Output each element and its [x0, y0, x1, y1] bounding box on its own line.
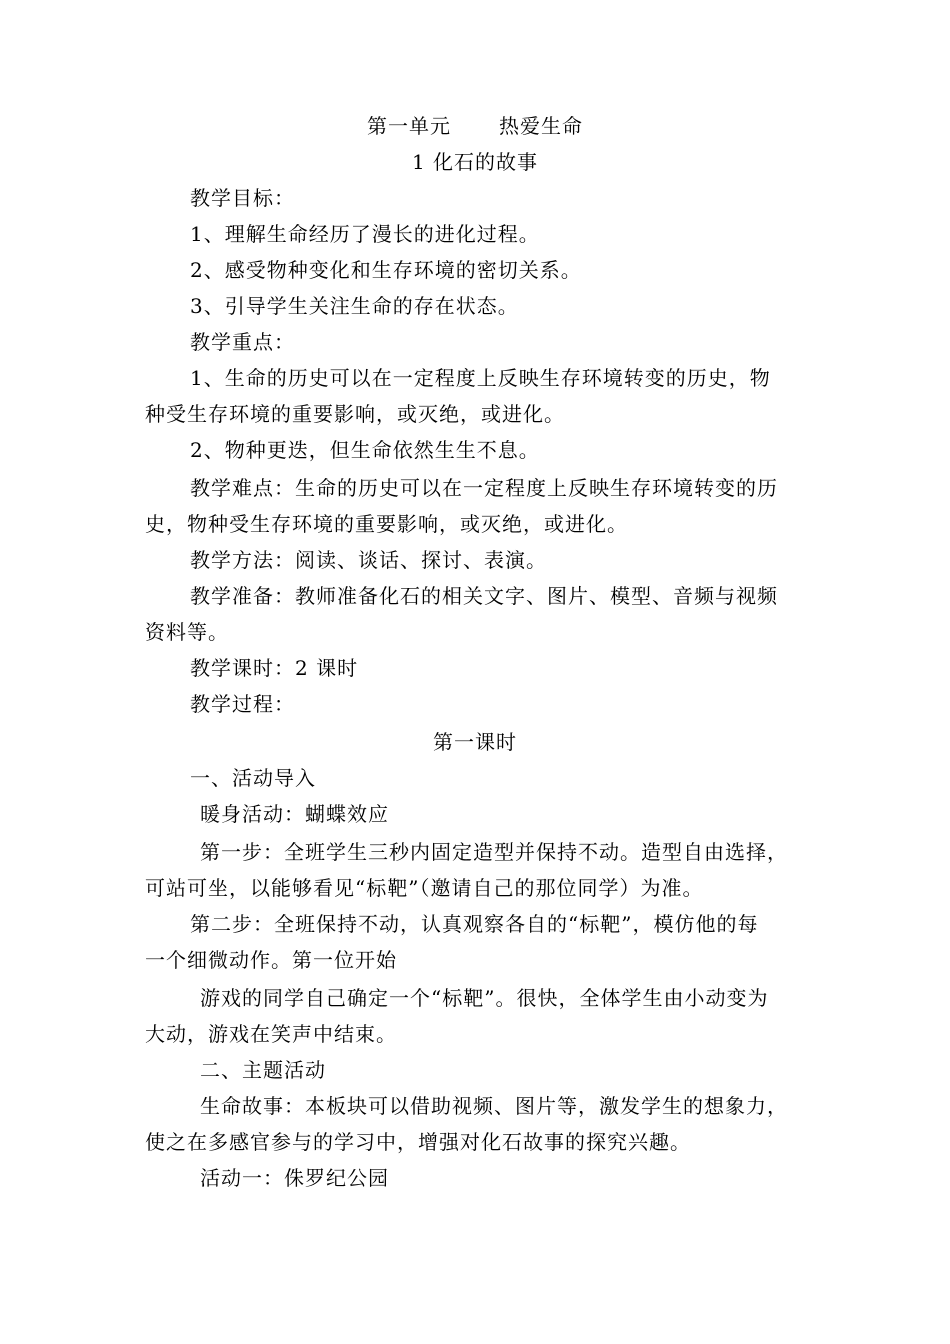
key-point-1-line-2: 种受生存环境的重要影响，或灭绝，或进化。	[145, 402, 565, 426]
step-2-line-2: 一个细微动作。第一位开始	[145, 948, 397, 972]
preparation-line-2: 资料等。	[145, 620, 229, 644]
key-point-1-line-1: 1、生命的历史可以在一定程度上反映生存环境转变的历史，物	[190, 366, 771, 390]
difficulty-line-2: 史，物种受生存环境的重要影响，或灭绝，或进化。	[145, 512, 628, 536]
activity-1-heading: 活动一：侏罗纪公园	[200, 1166, 389, 1190]
teaching-method: 教学方法：阅读、谈话、探讨、表演。	[190, 548, 547, 572]
game-line-2: 大动，游戏在笑声中结束。	[145, 1022, 397, 1046]
part-1-heading: 一、活动导入	[190, 766, 316, 790]
class-hours: 教学课时：2 课时	[190, 656, 359, 680]
lesson-title: 1 化石的故事	[411, 150, 539, 174]
difficulty-line-1: 教学难点：生命的历史可以在一定程度上反映生存环境转变的历	[190, 476, 778, 500]
part-2-heading: 二、主题活动	[200, 1058, 326, 1082]
warmup-activity: 暖身活动：蝴蝶效应	[200, 802, 389, 826]
goal-item-3: 3、引导学生关注生命的存在状态。	[190, 294, 519, 318]
unit-label: 第一单元	[367, 114, 451, 138]
goal-item-2: 2、感受物种变化和生存环境的密切关系。	[190, 258, 582, 282]
goal-item-1: 1、理解生命经历了漫长的进化过程。	[190, 222, 540, 246]
preparation-line-1: 教学准备：教师准备化石的相关文字、图片、模型、音频与视频	[190, 584, 778, 608]
unit-theme: 热爱生命	[499, 114, 583, 138]
game-line-1: 游戏的同学自己确定一个“标靶”。很快，全体学生由小动变为	[200, 986, 769, 1010]
story-line-2: 使之在多感官参与的学习中，增强对化石故事的探究兴趣。	[145, 1130, 691, 1154]
story-line-1: 生命故事：本板块可以借助视频、图片等，激发学生的想象力，	[200, 1094, 788, 1118]
period-1-heading: 第一课时	[433, 730, 517, 754]
key-point-2: 2、物种更迭，但生命依然生生不息。	[190, 438, 540, 462]
step-1-line-2: 可站可坐，以能够看见“标靶”（邀请自己的那位同学）为准。	[145, 876, 704, 900]
unit-title	[0, 112, 950, 140]
process-heading: 教学过程：	[190, 692, 295, 716]
key-points-heading: 教学重点：	[190, 330, 295, 354]
step-2-line-1: 第二步：全班保持不动，认真观察各自的“标靶”，模仿他的每	[190, 912, 759, 936]
goals-heading: 教学目标：	[190, 186, 295, 210]
step-1-line-1: 第一步：全班学生三秒内固定造型并保持不动。造型自由选择，	[200, 840, 788, 864]
